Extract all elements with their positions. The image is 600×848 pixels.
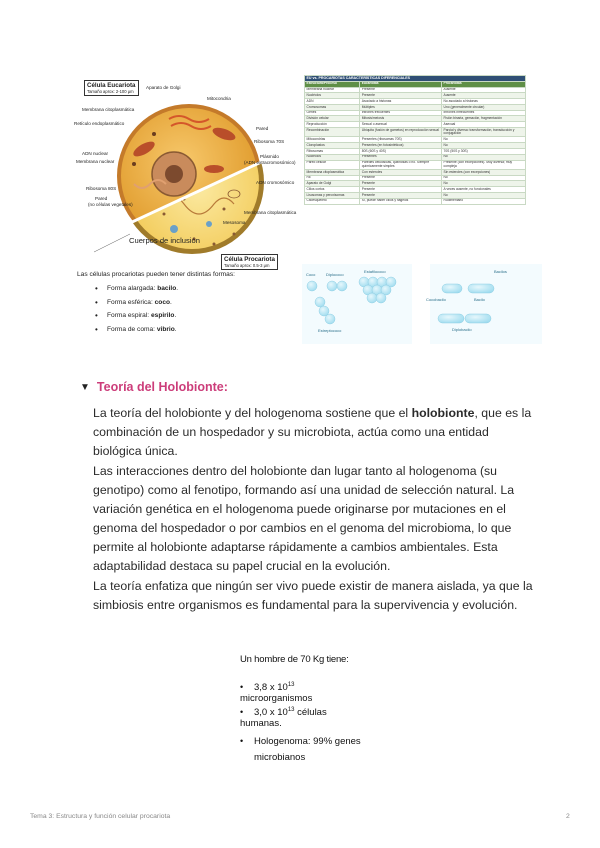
comparison-table [304,75,526,271]
label-golgi: Aparato de Golgi [146,85,181,90]
table-cell: Asexual [442,122,526,128]
cell-comparison-figure [74,74,300,274]
list-item: • Forma esférica: coco. [95,296,178,310]
label-pared: Pared [256,126,269,131]
table-cell: No [442,175,526,181]
table-cell: Intrones frecuentes [360,110,442,116]
table-cell: Uno (generalmente circular) [442,104,526,110]
table-cell: Presente [360,175,442,181]
eukaryote-title: Célula Eucariota [87,82,136,89]
list-item-continuation: microbianos [254,752,306,763]
figure-title: Un hombre de 70 Kg tiene: [240,654,349,665]
table-cell: Cloroplastos [305,143,360,149]
table-row [305,160,526,169]
label-mesosoma: Mesosoma [223,220,246,225]
table-cell: RE [305,175,360,181]
section-title: Teoría del Holobionte: [96,380,228,394]
table-cell: No asociado a histonas [442,99,526,105]
table-cell: Asociado a histonas [360,99,442,105]
label-membrana: Membrana citoplasmática [82,107,135,112]
table-cell: Citoesqueleto [305,198,360,204]
table-cell: Aparato de Golgi [305,181,360,187]
table-cell: A veces ausente, no funcionales [442,187,526,193]
table-cell: No [442,181,526,187]
table-cell: Presentes (ribosomas 70S) [360,137,442,143]
label-diplobacilo: Diplobacilo [452,327,472,332]
prokaryote-size: Tamaño aprox: 0.5-3 μm [224,263,270,268]
table-cell: Nucléolos [305,93,360,99]
paragraph: La teoría del holobionte y del hologenoma sostiene que el holobionte, que es la combinación de un hospedador y su microbiota, actúa como una entidad biológica única. [93,406,532,458]
label-reticulo: Retículo endoplasmático [74,121,125,126]
holobionte-section-header[interactable] [80,380,228,394]
table-cell: Parcial y diversa: transformación, transducción y conjugación [442,128,526,137]
eukaryote-label-box [84,80,139,96]
label-membrana-pro: Membrana citoplasmática [244,210,297,215]
table-cell: Múltiples [360,104,442,110]
label-plasmido: Plásmido [260,154,279,159]
list-item: • Forma espiral: espirilo. [95,309,178,323]
prokaryote-title: Célula Procariota [224,256,275,263]
table-cell: Ausente [442,87,526,93]
paragraph: La teoría enfatiza que ningún ser vivo puede existir de manera aislada, ya que la simbiosis entre organismos es fundamental para la supervivencia y evolución. [93,579,533,612]
label-membrana-nuclear: Membrana nuclear [76,159,115,164]
human-microbiota-figure [232,650,362,768]
label-diplococo: Diplococo [326,272,344,277]
table-cell: Presente [360,93,442,99]
table-cell: Presente [360,187,442,193]
prokaryote-label-box [221,254,278,270]
table-header: Estructura/Proceso [305,81,360,87]
table-cell: División celular [305,116,360,122]
table-cell: Reproducción [305,122,360,128]
list-item: • Forma de coma: vibrio. [95,323,178,337]
label-cocobacilo: Cocobacilo [426,297,446,302]
label-pared-euk: Pared [95,196,108,201]
table-cell: Fisión binaria, gemación, fragmentación [442,116,526,122]
table-cell: ADN [305,99,360,105]
table-cell: Genes [305,110,360,116]
table-cell: Ribosomas [305,148,360,154]
list-item: • 3,8 x $10^{13}$ microorganismos [240,682,313,705]
table-cell: Membrana citoplasmática [305,169,360,175]
table-cell: Sin esteroles (con excepciones) [442,169,526,175]
label-adn-extra: (ADN extracromosómico) [244,160,296,165]
page-number: 2 [566,813,570,820]
table-cell: Mitosis/meiosis [360,116,442,122]
table-cell: Paredes celulósicas, quitinosas o no. Siempre químicamente simples [360,160,442,169]
table-cell: Presente [360,193,442,199]
shapes-intro: Las células procariotas pueden tener distintas formas: [77,271,235,278]
table-cell: Presente (con excepciones). Muy diversa; muy compleja [442,160,526,169]
table-row [305,128,526,137]
table-cell: No [442,137,526,143]
table-cell: Con esteroles [360,169,442,175]
paragraph: Las interacciones dentro del holobionte dan lugar tanto al hologenoma (su genotipo) como al fenotipo, formando así una unidad de selección natural. La variación genética en el hologenoma puede originarse por mutaciones en el genoma del hospedador o por cambios en el genoma del microbioma, lo que permite al holobionte adaptarse rápidamente a cambios ambientales. Esta adaptabilidad destaca su papel crucial en la evolución. [93,464,515,573]
label-cuerpos-inclusion: Cuerpos de inclusión [129,236,200,245]
table-cell: Rudimentario [442,198,526,204]
label-ribosoma80: Ribosoma 80S [86,186,117,191]
table-cell: No [442,193,526,199]
list-item: • 3,0 x $10^{13}$ células humanas. [240,707,327,730]
table-header: Procariotas [442,81,526,87]
table-cell: Presentes [360,154,442,160]
table-cell: No [442,143,526,149]
table-cell: Intrones infrecuentes [442,110,526,116]
table-cell: Mitocondrias [305,137,360,143]
bacteria-shapes-figure [302,264,542,344]
table-header: Eucariotas [360,81,442,87]
list-item: • Forma alargada: bacilo. [95,282,178,296]
label-adn-nuclear: ADN nuclear [82,151,109,156]
table-cell: Sí, puede haber cilios y flagelos [360,198,442,204]
table-cell: Ubiquita (fusión de gametos) en reproducción sexual [360,128,442,137]
table-cell: Cromosomas [305,104,360,110]
label-estreptococo: Estreptococo [318,328,342,333]
label-adn-cromosomico: ADN cromosómico [256,180,295,185]
eukaryote-size: Tamaño aprox: 2-100 μm [87,89,134,94]
table-cell: Presente [360,87,442,93]
list-item: • Hologenoma: 99% genes [240,736,361,747]
table-cell: Sexual o asexual [360,122,442,128]
collapse-triangle-icon[interactable]: ▼ [80,381,90,393]
table-cell: 70S (50S y 30S) [442,148,526,154]
shapes-list [95,282,178,336]
bacteria-illustration [302,264,542,344]
table-cell: Presentes (en fotosintéticos) [360,143,442,149]
label-coco: Coco [306,272,316,277]
table-cell: Pared celular [305,160,360,169]
table-title: EU vs. PROCARIOTAS CARACTERÍSTICAS DIFERENCIALES [305,76,526,82]
label-mitocondria: Mitocondria [207,96,231,101]
table-cell: Membrana nuclear [305,87,360,93]
table-row [305,198,526,204]
table-cell: Lisosomas y peroxisomas [305,193,360,199]
table-cell: Ausente [442,93,526,99]
table-cell: 80S (60S y 40S) [360,148,442,154]
table-cell: Cilios cortos [305,187,360,193]
footer-text: Tema 3: Estructura y función celular procariota [30,813,171,820]
label-no-celulas: (no células vegetales) [88,202,133,207]
table-cell: Presente [360,181,442,187]
label-ribosoma70: Ribosoma 70S [254,139,285,144]
table-cell: Recombinación [305,128,360,137]
table-cell: Nucléolos [305,154,360,160]
label-estafilococo: Estafilococo [364,269,386,274]
table-cell: No [442,154,526,160]
label-bacilo: Bacilo [474,297,485,302]
label-bacilos: Bacilos [494,269,507,274]
